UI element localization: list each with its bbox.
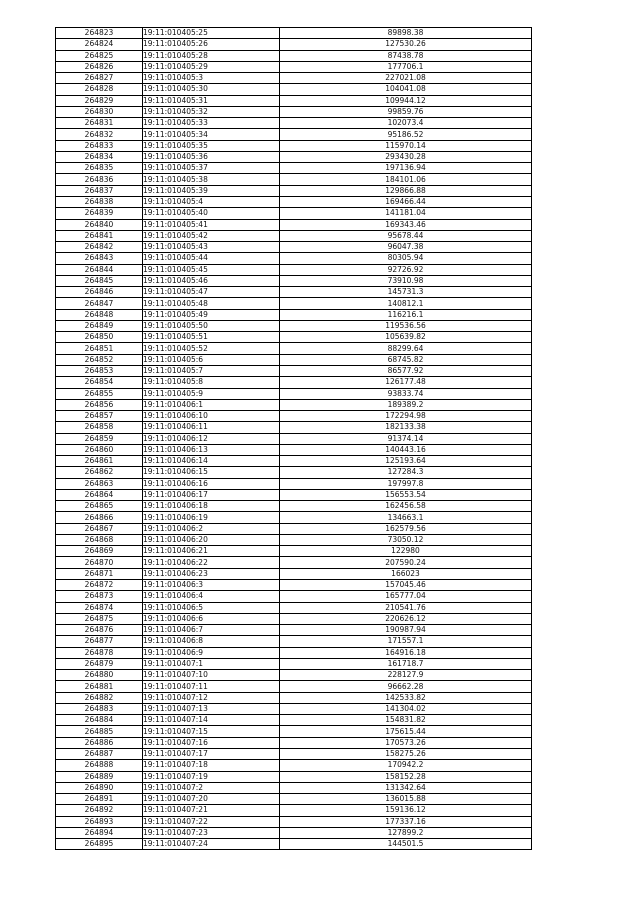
value-cell: 142533.82 (280, 692, 532, 703)
row-id-cell: 264858 (56, 422, 143, 433)
table-row (56, 399, 532, 410)
table-row (56, 129, 532, 140)
table-row (56, 422, 532, 433)
value-cell: 92726.92 (280, 264, 532, 275)
table-row (56, 478, 532, 489)
table-row (56, 230, 532, 241)
row-id-cell: 264882 (56, 692, 143, 703)
value-cell: 73910.98 (280, 275, 532, 286)
cadastral-number-cell: 19:11:010405:43 (143, 242, 280, 253)
cadastral-number-cell: 19:11:010405:52 (143, 343, 280, 354)
row-id-cell: 264843 (56, 253, 143, 264)
cadastral-number-cell: 19:11:010405:41 (143, 219, 280, 230)
cadastral-number-cell: 19:11:010407:10 (143, 670, 280, 681)
table-row (56, 816, 532, 827)
value-cell: 116216.1 (280, 309, 532, 320)
value-cell: 73050.12 (280, 534, 532, 545)
value-cell: 170942.2 (280, 760, 532, 771)
value-cell: 162579.56 (280, 523, 532, 534)
table-body (56, 28, 532, 850)
value-cell: 141181.04 (280, 208, 532, 219)
value-cell: 80305.94 (280, 253, 532, 264)
table-row (56, 106, 532, 117)
cadastral-number-cell: 19:11:010405:36 (143, 151, 280, 162)
value-cell: 171557.1 (280, 636, 532, 647)
value-cell: 158275.26 (280, 749, 532, 760)
row-id-cell: 264866 (56, 512, 143, 523)
value-cell: 131342.64 (280, 782, 532, 793)
value-cell: 95186.52 (280, 129, 532, 140)
row-id-cell: 264827 (56, 73, 143, 84)
table-row (56, 287, 532, 298)
cadastral-number-cell: 19:11:010407:18 (143, 760, 280, 771)
value-cell: 102073.4 (280, 118, 532, 129)
table-row (56, 827, 532, 838)
value-cell: 89898.38 (280, 28, 532, 39)
value-cell: 175615.44 (280, 726, 532, 737)
row-id-cell: 264890 (56, 782, 143, 793)
table-row (56, 839, 532, 850)
row-id-cell: 264877 (56, 636, 143, 647)
table-row (56, 546, 532, 557)
value-cell: 99859.76 (280, 106, 532, 117)
value-cell: 136015.88 (280, 794, 532, 805)
value-cell: 127899.2 (280, 827, 532, 838)
value-cell: 177706.1 (280, 61, 532, 72)
table-row (56, 715, 532, 726)
row-id-cell: 264832 (56, 129, 143, 140)
row-id-cell: 264841 (56, 230, 143, 241)
cadastral-number-cell: 19:11:010405:40 (143, 208, 280, 219)
cadastral-number-cell: 19:11:010406:12 (143, 433, 280, 444)
cadastral-number-cell: 19:11:010406:11 (143, 422, 280, 433)
table-row (56, 681, 532, 692)
row-id-cell: 264879 (56, 658, 143, 669)
table-row (56, 794, 532, 805)
cadastral-number-cell: 19:11:010405:33 (143, 118, 280, 129)
cadastral-number-cell: 19:11:010405:7 (143, 365, 280, 376)
cadastral-number-cell: 19:11:010406:4 (143, 591, 280, 602)
table-row (56, 534, 532, 545)
row-id-cell: 264878 (56, 647, 143, 658)
value-cell: 293430.28 (280, 151, 532, 162)
cadastral-number-cell: 19:11:010405:29 (143, 61, 280, 72)
row-id-cell: 264829 (56, 95, 143, 106)
row-id-cell: 264873 (56, 591, 143, 602)
value-cell: 169343.46 (280, 219, 532, 230)
row-id-cell: 264893 (56, 816, 143, 827)
cadastral-number-cell: 19:11:010407:19 (143, 771, 280, 782)
value-cell: 93833.74 (280, 388, 532, 399)
row-id-cell: 264852 (56, 354, 143, 365)
row-id-cell: 264842 (56, 242, 143, 253)
value-cell: 125193.64 (280, 456, 532, 467)
cadastral-number-cell: 19:11:010405:42 (143, 230, 280, 241)
value-cell: 228127.9 (280, 670, 532, 681)
value-cell: 87438.78 (280, 50, 532, 61)
table-row (56, 377, 532, 388)
row-id-cell: 264872 (56, 580, 143, 591)
row-id-cell: 264845 (56, 275, 143, 286)
table-row (56, 501, 532, 512)
cadastral-number-cell: 19:11:010405:31 (143, 95, 280, 106)
value-cell: 141304.02 (280, 703, 532, 714)
value-cell: 166023 (280, 568, 532, 579)
table-row (56, 602, 532, 613)
row-id-cell: 264823 (56, 28, 143, 39)
cadastral-number-cell: 19:11:010406:18 (143, 501, 280, 512)
value-cell: 95678.44 (280, 230, 532, 241)
table-row (56, 208, 532, 219)
table-row (56, 174, 532, 185)
value-cell: 96047.38 (280, 242, 532, 253)
cadastral-number-cell: 19:11:010406:14 (143, 456, 280, 467)
cadastral-number-cell: 19:11:010405:39 (143, 185, 280, 196)
value-cell: 145731.3 (280, 287, 532, 298)
cadastral-number-cell: 19:11:010405:34 (143, 129, 280, 140)
row-id-cell: 264859 (56, 433, 143, 444)
row-id-cell: 264870 (56, 557, 143, 568)
row-id-cell: 264862 (56, 467, 143, 478)
row-id-cell: 264836 (56, 174, 143, 185)
value-cell: 104041.08 (280, 84, 532, 95)
cadastral-number-cell: 19:11:010406:19 (143, 512, 280, 523)
row-id-cell: 264850 (56, 332, 143, 343)
cadastral-number-cell: 19:11:010407:21 (143, 805, 280, 816)
value-cell: 154831.82 (280, 715, 532, 726)
row-id-cell: 264875 (56, 613, 143, 624)
table-row (56, 625, 532, 636)
row-id-cell: 264887 (56, 749, 143, 760)
table-row (56, 84, 532, 95)
value-cell: 207590.24 (280, 557, 532, 568)
value-cell: 91374.14 (280, 433, 532, 444)
cadastral-number-cell: 19:11:010405:50 (143, 320, 280, 331)
row-id-cell: 264884 (56, 715, 143, 726)
cadastral-number-cell: 19:11:010406:23 (143, 568, 280, 579)
table-row (56, 388, 532, 399)
cadastral-number-cell: 19:11:010407:24 (143, 839, 280, 850)
row-id-cell: 264892 (56, 805, 143, 816)
cadastral-number-cell: 19:11:010406:17 (143, 489, 280, 500)
cadastral-number-cell: 19:11:010405:28 (143, 50, 280, 61)
value-cell: 109944.12 (280, 95, 532, 106)
table-row (56, 692, 532, 703)
row-id-cell: 264825 (56, 50, 143, 61)
table-row (56, 512, 532, 523)
cadastral-number-cell: 19:11:010407:14 (143, 715, 280, 726)
row-id-cell: 264855 (56, 388, 143, 399)
value-cell: 127530.26 (280, 39, 532, 50)
cadastral-number-cell: 19:11:010406:20 (143, 534, 280, 545)
value-cell: 86577.92 (280, 365, 532, 376)
table-row (56, 523, 532, 534)
row-id-cell: 264860 (56, 444, 143, 455)
row-id-cell: 264834 (56, 151, 143, 162)
cadastral-number-cell: 19:11:010405:48 (143, 298, 280, 309)
cadastral-number-cell: 19:11:010407:11 (143, 681, 280, 692)
cadastral-number-cell: 19:11:010405:51 (143, 332, 280, 343)
table-row (56, 185, 532, 196)
table-row (56, 580, 532, 591)
row-id-cell: 264865 (56, 501, 143, 512)
cadastral-number-cell: 19:11:010406:21 (143, 546, 280, 557)
cadastral-number-cell: 19:11:010407:2 (143, 782, 280, 793)
cadastral-number-cell: 19:11:010405:26 (143, 39, 280, 50)
row-id-cell: 264876 (56, 625, 143, 636)
table-row (56, 163, 532, 174)
cadastral-number-cell: 19:11:010405:25 (143, 28, 280, 39)
table-row (56, 749, 532, 760)
row-id-cell: 264851 (56, 343, 143, 354)
cadastral-number-cell: 19:11:010406:10 (143, 411, 280, 422)
value-cell: 164916.18 (280, 647, 532, 658)
cadastral-number-cell: 19:11:010405:3 (143, 73, 280, 84)
table-row (56, 61, 532, 72)
value-cell: 115970.14 (280, 140, 532, 151)
row-id-cell: 264856 (56, 399, 143, 410)
row-id-cell: 264826 (56, 61, 143, 72)
cadastral-number-cell: 19:11:010406:7 (143, 625, 280, 636)
row-id-cell: 264874 (56, 602, 143, 613)
cadastral-number-cell: 19:11:010406:16 (143, 478, 280, 489)
row-id-cell: 264857 (56, 411, 143, 422)
table-row (56, 196, 532, 207)
cadastral-number-cell: 19:11:010406:6 (143, 613, 280, 624)
value-cell: 220626.12 (280, 613, 532, 624)
table-row (56, 354, 532, 365)
table-row (56, 253, 532, 264)
cadastral-number-cell: 19:11:010406:3 (143, 580, 280, 591)
cadastral-number-cell: 19:11:010405:45 (143, 264, 280, 275)
cadastral-number-cell: 19:11:010405:37 (143, 163, 280, 174)
table-row (56, 805, 532, 816)
table-row (56, 433, 532, 444)
cadastral-number-cell: 19:11:010405:46 (143, 275, 280, 286)
table-row (56, 219, 532, 230)
row-id-cell: 264894 (56, 827, 143, 838)
table-row (56, 39, 532, 50)
row-id-cell: 264830 (56, 106, 143, 117)
table-row (56, 568, 532, 579)
value-cell: 158152.28 (280, 771, 532, 782)
cadastral-number-cell: 19:11:010405:30 (143, 84, 280, 95)
table-row (56, 771, 532, 782)
cadastral-number-cell: 19:11:010405:32 (143, 106, 280, 117)
table-row (56, 275, 532, 286)
table-row (56, 591, 532, 602)
cadastral-number-cell: 19:11:010407:16 (143, 737, 280, 748)
value-cell: 122980 (280, 546, 532, 557)
value-cell: 161718.7 (280, 658, 532, 669)
value-cell: 190987.94 (280, 625, 532, 636)
cadastral-number-cell: 19:11:010405:6 (143, 354, 280, 365)
value-cell: 156553.54 (280, 489, 532, 500)
cadastral-number-cell: 19:11:010406:9 (143, 647, 280, 658)
row-id-cell: 264838 (56, 196, 143, 207)
row-id-cell: 264853 (56, 365, 143, 376)
table-row (56, 242, 532, 253)
value-cell: 68745.82 (280, 354, 532, 365)
row-id-cell: 264889 (56, 771, 143, 782)
table-row (56, 73, 532, 84)
value-cell: 189389.2 (280, 399, 532, 410)
cadastral-number-cell: 19:11:010407:20 (143, 794, 280, 805)
cadastral-number-cell: 19:11:010407:17 (143, 749, 280, 760)
cadastral-number-cell: 19:11:010406:5 (143, 602, 280, 613)
table-row (56, 343, 532, 354)
value-cell: 162456.58 (280, 501, 532, 512)
table-row (56, 264, 532, 275)
value-cell: 140443.16 (280, 444, 532, 455)
value-cell: 129866.88 (280, 185, 532, 196)
cadastral-number-cell: 19:11:010405:8 (143, 377, 280, 388)
row-id-cell: 264869 (56, 546, 143, 557)
row-id-cell: 264864 (56, 489, 143, 500)
table-row (56, 467, 532, 478)
row-id-cell: 264888 (56, 760, 143, 771)
table-row (56, 411, 532, 422)
cadastral-number-cell: 19:11:010406:13 (143, 444, 280, 455)
value-cell: 172294.98 (280, 411, 532, 422)
table-row (56, 298, 532, 309)
table-row (56, 332, 532, 343)
table-row (56, 320, 532, 331)
value-cell: 140812.1 (280, 298, 532, 309)
value-cell: 119536.56 (280, 320, 532, 331)
cadastral-number-cell: 19:11:010406:1 (143, 399, 280, 410)
row-id-cell: 264849 (56, 320, 143, 331)
table-row (56, 140, 532, 151)
cadastral-number-cell: 19:11:010406:15 (143, 467, 280, 478)
table-row (56, 636, 532, 647)
table-row (56, 365, 532, 376)
cadastral-number-cell: 19:11:010405:44 (143, 253, 280, 264)
cadastral-number-cell: 19:11:010405:38 (143, 174, 280, 185)
row-id-cell: 264868 (56, 534, 143, 545)
row-id-cell: 264891 (56, 794, 143, 805)
row-id-cell: 264861 (56, 456, 143, 467)
table-row (56, 760, 532, 771)
cadastral-number-cell: 19:11:010407:1 (143, 658, 280, 669)
table-row (56, 737, 532, 748)
value-cell: 105639.82 (280, 332, 532, 343)
row-id-cell: 264839 (56, 208, 143, 219)
table-row (56, 658, 532, 669)
cadastral-number-cell: 19:11:010405:35 (143, 140, 280, 151)
table-row (56, 151, 532, 162)
table-row (56, 444, 532, 455)
cadastral-number-cell: 19:11:010405:9 (143, 388, 280, 399)
value-cell: 169466.44 (280, 196, 532, 207)
cadastral-number-cell: 19:11:010407:13 (143, 703, 280, 714)
row-id-cell: 264867 (56, 523, 143, 534)
row-id-cell: 264885 (56, 726, 143, 737)
cadastral-number-cell: 19:11:010407:12 (143, 692, 280, 703)
cadastral-number-cell: 19:11:010405:47 (143, 287, 280, 298)
row-id-cell: 264895 (56, 839, 143, 850)
row-id-cell: 264871 (56, 568, 143, 579)
value-cell: 157045.46 (280, 580, 532, 591)
row-id-cell: 264840 (56, 219, 143, 230)
value-cell: 197997.8 (280, 478, 532, 489)
cadastral-number-cell: 19:11:010406:8 (143, 636, 280, 647)
row-id-cell: 264835 (56, 163, 143, 174)
value-cell: 227021.08 (280, 73, 532, 84)
row-id-cell: 264844 (56, 264, 143, 275)
row-id-cell: 264837 (56, 185, 143, 196)
value-cell: 127284.3 (280, 467, 532, 478)
value-cell: 165777.04 (280, 591, 532, 602)
table-row (56, 703, 532, 714)
row-id-cell: 264880 (56, 670, 143, 681)
table-row (56, 670, 532, 681)
row-id-cell: 264881 (56, 681, 143, 692)
value-cell: 210541.76 (280, 602, 532, 613)
table-row (56, 613, 532, 624)
value-cell: 96662.28 (280, 681, 532, 692)
value-cell: 182133.38 (280, 422, 532, 433)
cadastral-number-cell: 19:11:010406:22 (143, 557, 280, 568)
data-table (55, 27, 532, 850)
row-id-cell: 264833 (56, 140, 143, 151)
cadastral-number-cell: 19:11:010407:23 (143, 827, 280, 838)
value-cell: 144501.5 (280, 839, 532, 850)
row-id-cell: 264886 (56, 737, 143, 748)
row-id-cell: 264824 (56, 39, 143, 50)
table-row (56, 726, 532, 737)
value-cell: 88299.64 (280, 343, 532, 354)
row-id-cell: 264863 (56, 478, 143, 489)
row-id-cell: 264854 (56, 377, 143, 388)
table-row (56, 95, 532, 106)
row-id-cell: 264883 (56, 703, 143, 714)
row-id-cell: 264831 (56, 118, 143, 129)
table-row (56, 489, 532, 500)
row-id-cell: 264847 (56, 298, 143, 309)
table-row (56, 647, 532, 658)
value-cell: 177337.16 (280, 816, 532, 827)
table-row (56, 309, 532, 320)
table-row (56, 28, 532, 39)
cadastral-number-cell: 19:11:010405:49 (143, 309, 280, 320)
row-id-cell: 264846 (56, 287, 143, 298)
table-row (56, 118, 532, 129)
value-cell: 126177.48 (280, 377, 532, 388)
value-cell: 134663.1 (280, 512, 532, 523)
cadastral-number-cell: 19:11:010405:4 (143, 196, 280, 207)
table-row (56, 557, 532, 568)
value-cell: 184101.06 (280, 174, 532, 185)
row-id-cell: 264828 (56, 84, 143, 95)
table-row (56, 50, 532, 61)
value-cell: 159136.12 (280, 805, 532, 816)
table-row (56, 782, 532, 793)
row-id-cell: 264848 (56, 309, 143, 320)
value-cell: 170573.26 (280, 737, 532, 748)
cadastral-number-cell: 19:11:010407:15 (143, 726, 280, 737)
cadastral-number-cell: 19:11:010406:2 (143, 523, 280, 534)
cadastral-number-cell: 19:11:010407:22 (143, 816, 280, 827)
value-cell: 197136.94 (280, 163, 532, 174)
table-row (56, 456, 532, 467)
